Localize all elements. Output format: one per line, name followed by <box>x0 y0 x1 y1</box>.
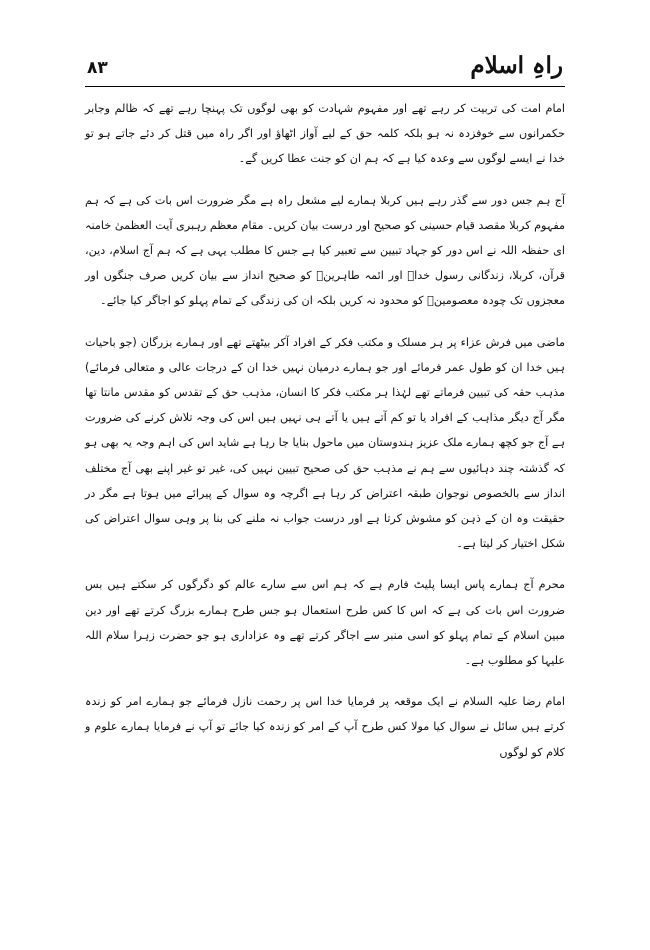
paragraph-4: محرم آج ہمارے پاس ایسا پلیٹ فارم ہے کہ ہم اس سے سارے عالم کو دگرگوں کر سکتے ہیں بس ضرورت اس بات کی ہے کہ اس کا کس طرح استعمال ہو جس طرح ہمارے بزرگ کرتے تھے اور دین مبین اسلام کے تمام پہلو کو اسی منبر سے اجاگر کرتے تھے وہ عزاداری ہو جو حضرت زہرا سلام اللہ علیہا کو مطلوب ہے۔ <box>85 578 565 668</box>
paragraph-5: امام رضا علیہ السلام نے ایک موقعہ پر فرمایا خدا اس پر رحمت نازل فرمائے جو ہمارے امر کو زندہ کرتے ہیں سائل نے سوال کیا مولا کس طرح آپ کے امر کو زندہ کیا جائے تو آپ نے فرمایا ہمارے علوم و کلام کو لوگوں <box>85 695 565 759</box>
paragraph-2: آج ہم جس دور سے گذر رہے ہیں کربلا ہمارے لیے مشعل راہ ہے مگر ضرورت اس بات کی ہے کہ ہم مفہوم کربلا مقصد قیام حسینی کو صحیح اور درست بیان کریں۔ مقام معظم رہبری آیت العظمیٰ خامنہ ای حفظہ اللہ نے اس دور کو جہاد تبیین سے تعبیر کیا ہے جس کا مطلب یہی ہے کہ ہم آج اسلام، دین، قرآن، کربلا، زندگانی رسول خداؐ اور ائمہ طاہرینؑ کو صحیح انداز سے بیان کریں صرف جنگوں اور معجزوں تک چودہ معصومینؑ کو محدود نہ کریں بلکہ ان کی زندگی کے تمام پہلو کو اجاگر کیا جائے۔ <box>85 193 565 308</box>
running-title: راہِ اسلام <box>470 52 563 79</box>
page-number: ۸۳ <box>87 58 108 78</box>
page-header <box>85 52 565 87</box>
body-text <box>85 96 565 781</box>
paragraph-1: امام امت کی تربیت کر رہے تھے اور مفہوم شہادت کو بھی لوگوں تک پہنچا رہے تھے کہ ظالم وجابر حکمرانوں سے خوفزدہ نہ ہو بلکہ کلمہ حق کے لیے آواز اٹھاؤ اور اگر راہ میں قتل کر دئے جاتے ہو تو خدا نے ایسے لوگوں سے وعدہ کیا ہے کہ ہم ان کو جنت عطا کریں گے۔ <box>85 102 565 166</box>
paragraph-3: ماضی میں فرش عزاء پر ہر مسلک و مکتب فکر کے افراد آکر بیٹھتے تھے اور ہمارے بزرگان (جو باحیات ہیں خدا ان کو طول عمر فرمائے اور جو ہمارے درمیان نہیں خدا ان کے درجات عالی و متعالی فرمائے) مذہب حقہ کی تبیین فرماتے تھے لہٰذا ہر مکتب فکر کا انسان، مذہب حق کے تقدس کو مقدس مانتا تھا مگر آج دیگر مذاہب کے افراد یا تو کم آتے ہیں یا آتے ہی نہیں ہیں اس کی وجہ تلاش کرنے کی ضرورت ہے آج جو کچھ ہمارے ملک عزیز ہندوستان میں ماحول بنایا جا رہا ہے شاید اس کی اہم وجہ یہ بھی ہو کہ گذشتہ چند دہائیوں سے ہم نے مذہب حق کی صحیح تبیین نہیں کی، غیر تو غیر اپنے بھی آج مختلف انداز سے بالخصوص نوجوان طبقہ اعتراض کر رہا ہے اگرچہ وہ سوال کے پیرائے میں ہوتا ہے مگر در حقیقت وہ ان کے ذہن کو مشوش کرتا ہے اور درست جواب نہ ملنے کی بنا پر وہی سوال اعتراض کی شکل اختیار کر لیتا ہے۔ <box>85 335 565 551</box>
